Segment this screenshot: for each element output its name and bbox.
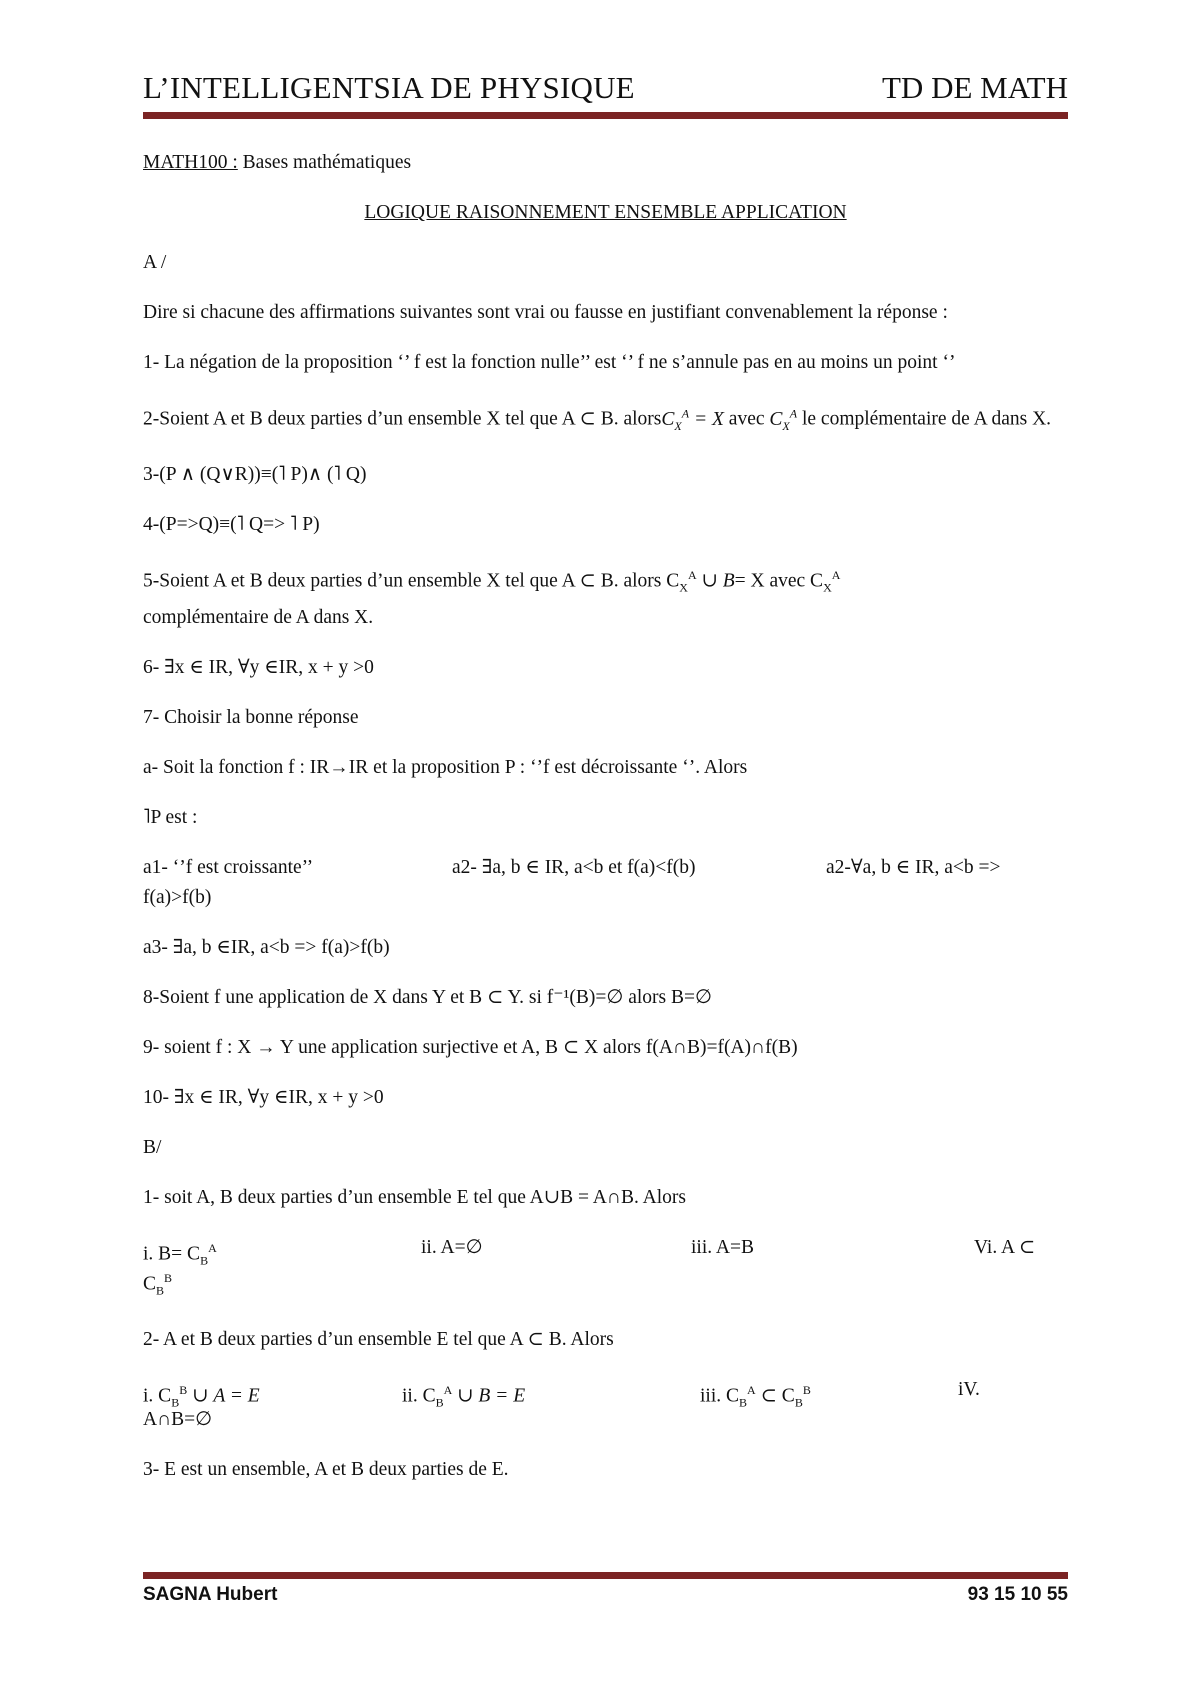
question-a6: 6- ∃x ∈ IR, ∀y ∈IR, x + y >0 bbox=[143, 656, 374, 678]
option-b2-ii: ii. $C_B^A$ ∪ B = E bbox=[402, 1383, 526, 1410]
option-b1-vi: Vi. A ⊂ bbox=[974, 1236, 1036, 1258]
section-a-intro: Dire si chacune des affirmations suivantes sont vrai ou fausse en justifiant convenablement la réponse : bbox=[143, 302, 948, 323]
page-header bbox=[143, 70, 1068, 114]
course-code: MATH100 : bbox=[143, 152, 238, 173]
question-a2-part2: avec bbox=[723, 408, 770, 430]
question-b2-options bbox=[143, 1375, 1068, 1435]
document-title: LOGIQUE RAISONNEMENT ENSEMBLE APPLICATION bbox=[364, 202, 847, 223]
question-a10: 10- ∃x ∈ IR, ∀y ∈IR, x + y >0 bbox=[143, 1086, 384, 1108]
question-b3: 3- E est un ensemble, A et B deux parties de E. bbox=[143, 1459, 509, 1481]
option-b1-i: i. $B= C_B^A$ bbox=[143, 1240, 217, 1268]
option-b2-iii: iii. $C_B^A$ ⊂ $C_B^B$ bbox=[700, 1383, 811, 1410]
header-subject: TD DE MATH bbox=[882, 70, 1068, 105]
question-a2: 2-Soient A et B deux parties d’un ensemble X tel que A ⊂ B. alorsC$_X^A$ = X avec $C_X^A$ le complémentaire de A dans X. bbox=[143, 406, 1052, 433]
question-a9: 9- soient f : X → Y une application surjective et A, B ⊂ X alors f(A∩B)=f(A)∩f(B) bbox=[143, 1036, 798, 1058]
header-rule bbox=[143, 112, 1068, 119]
question-a7b: ˥P est : bbox=[143, 806, 198, 828]
question-a8: 8-Soient f une application de X dans Y et B ⊂ Y. si f⁻¹(B)=∅ alors B=∅ bbox=[143, 986, 713, 1008]
option-a3: a3- ∃a, b ∈IR, a<b => f(a)>f(b) bbox=[143, 936, 390, 958]
footer-rule bbox=[143, 1572, 1068, 1579]
question-b1: 1- soit A, B deux parties d’un ensemble E tel que A∪B = A∩B. Alors bbox=[143, 1186, 686, 1208]
section-a-label: A / bbox=[143, 252, 167, 273]
option-a2: a2- ∃a, b ∈ IR, a<b et f(a)<f(b) bbox=[452, 856, 696, 878]
option-b2-iv-continuation: A∩B=∅ bbox=[143, 1409, 213, 1431]
course-line bbox=[143, 148, 1068, 178]
question-a5-part1: 5-Soient A et B deux parties d’un ensemble X tel que A ⊂ B. alors C bbox=[143, 570, 680, 592]
course-name: Bases mathématiques bbox=[237, 152, 412, 173]
question-a7-options bbox=[143, 853, 1068, 913]
footer-phone: 93 15 10 55 bbox=[967, 1584, 1068, 1605]
section-b-label: B/ bbox=[143, 1136, 162, 1158]
option-b1-iii: iii. A=B bbox=[691, 1236, 755, 1258]
question-a7: 7- Choisir la bonne réponse bbox=[143, 706, 359, 728]
question-a2-part3: le complémentaire de A dans X. bbox=[797, 408, 1052, 430]
document-body bbox=[143, 148, 1068, 1505]
question-a5: 5-Soient A et B deux parties d’un ensemble X tel que A ⊂ B. alors $C_X^A$ ∪ B= X avec $C_X^A$ complémentaire de A dans X. bbox=[143, 568, 841, 628]
question-a1: 1- La négation de la proposition ‘’ f est la fonction nulle’’ est ‘’ f ne s’annule pas en au moins un point ‘’ bbox=[143, 352, 956, 373]
option-b1-ii: ii. A=∅ bbox=[421, 1236, 483, 1258]
question-a7a: a- Soit la fonction f : IR→IR et la proposition P : ‘’f est décroissante ‘’. Alors bbox=[143, 756, 748, 778]
question-a5-part2: = X avec C bbox=[734, 570, 824, 592]
option-b1-vi-continuation: $C_B^B$ bbox=[143, 1270, 173, 1298]
option-a2-bis-continuation: f(a)>f(b) bbox=[143, 886, 212, 908]
option-a2-bis: a2-∀a, b ∈ IR, a<b => bbox=[826, 856, 1001, 878]
option-b2-i: i. $C_B^B$ ∪ A = E bbox=[143, 1383, 260, 1410]
question-a4: 4-(P=>Q)≡(˥ Q=> ˥ P) bbox=[143, 514, 320, 536]
question-b2: 2- A et B deux parties d’un ensemble E tel que A ⊂ B. Alors bbox=[143, 1329, 614, 1351]
question-b1-options bbox=[143, 1233, 1068, 1305]
footer-author: SAGNA Hubert bbox=[143, 1584, 278, 1605]
page-footer bbox=[143, 1584, 1068, 1606]
question-a3: 3-(P ∧ (Q∨R))≡(˥ P)∧ (˥ Q) bbox=[143, 464, 367, 486]
header-school: L’INTELLIGENTSIA DE PHYSIQUE bbox=[143, 70, 635, 105]
option-b2-iv: iV. bbox=[958, 1379, 980, 1401]
question-a2-part1: 2-Soient A et B deux parties d’un ensemble X tel que A ⊂ B. alors bbox=[143, 408, 662, 430]
question-a5-part3: complémentaire de A dans X. bbox=[143, 606, 374, 628]
option-a1: a1- ‘’f est croissante’’ bbox=[143, 856, 314, 878]
